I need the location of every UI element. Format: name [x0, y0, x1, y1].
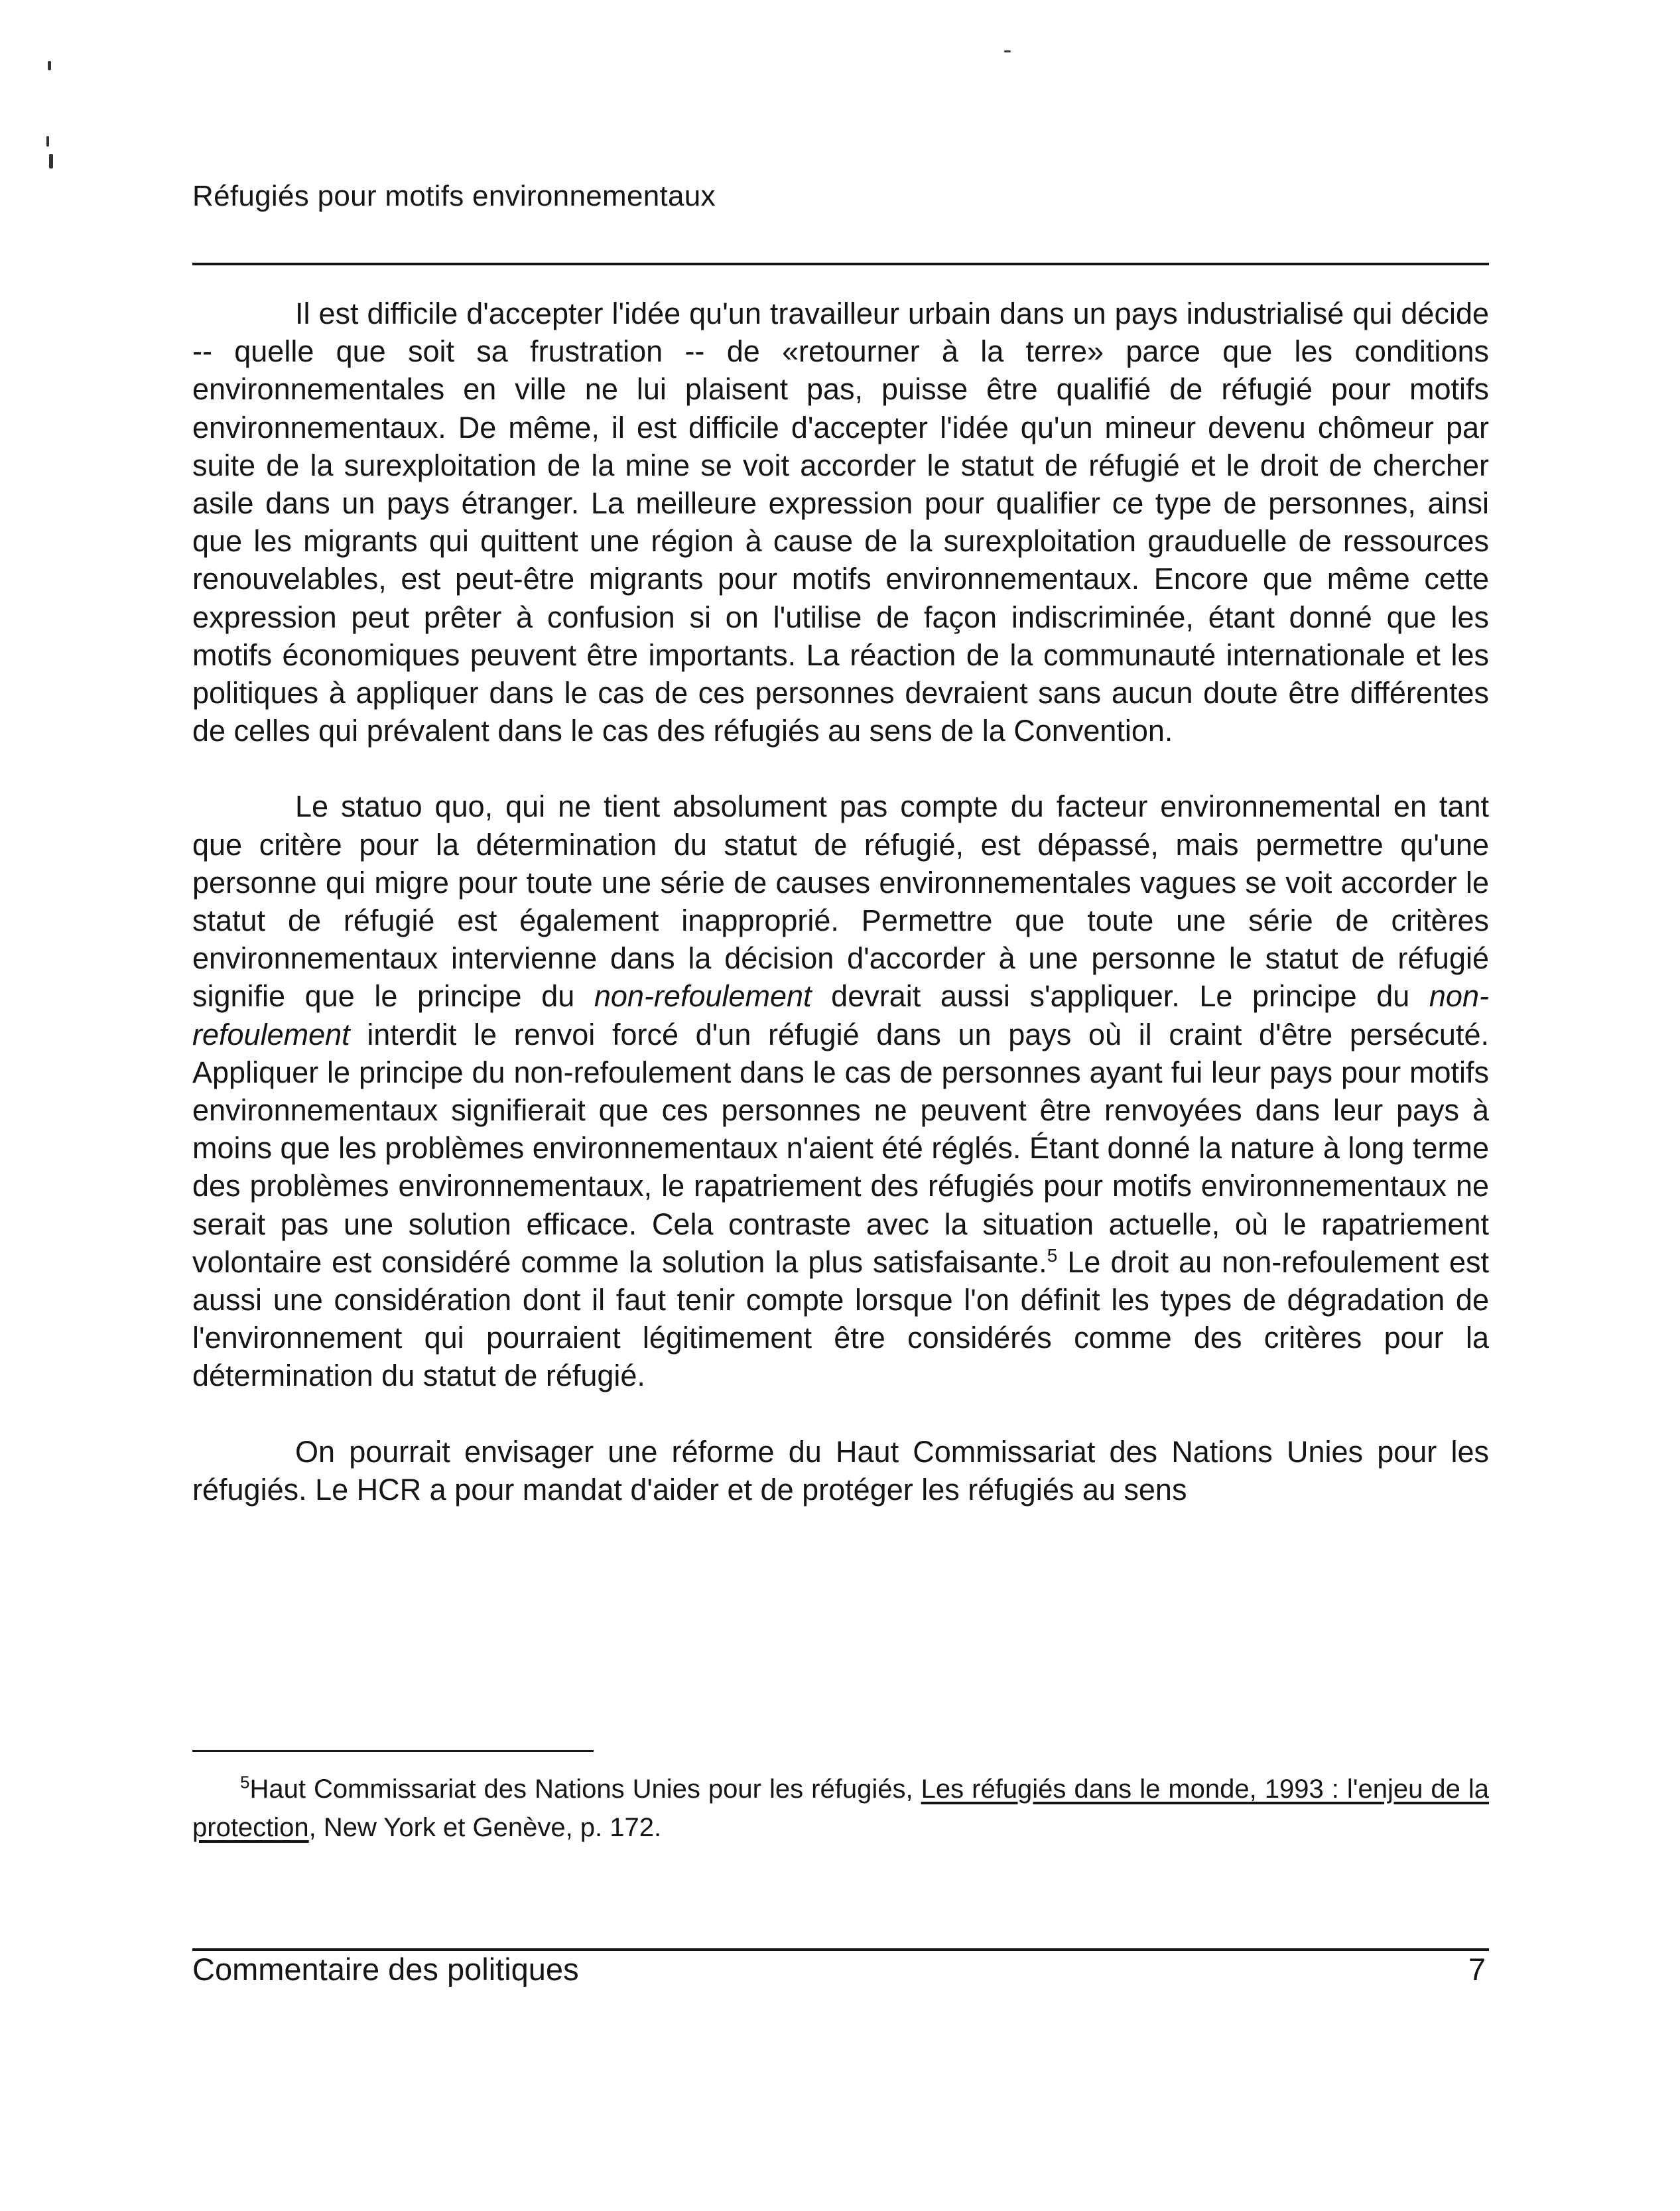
footer-title: Commentaire des politiques	[192, 1952, 579, 1987]
footnote-number: 5	[240, 1772, 250, 1792]
scan-speck	[46, 136, 49, 147]
header-rule	[192, 263, 1489, 265]
paragraph-3: On pourrait envisager une réforme du Haut Commissariat des Nations Unies pour les réfugiés. Le HCR a pour mandat d'aider et de protéger les réfugiés au sens	[192, 1434, 1489, 1507]
footnote-reference: 5	[1047, 1244, 1058, 1266]
page-number: 7	[1468, 1952, 1486, 1987]
paragraph-2-text-1: Le statuo quo, qui ne tient absolument pas compte du facteur environnemental en tant que critère pour la détermination du statut de réfugié, est dépassé, mais permettre qu'une personne qui migre pour toute une série de causes environnementales vagues se voit accorder le statut de réfugié est également inapproprié. Permettre que toute une série de critères environnementaux intervienne dans la décision d'accorder à une personne le statut de réfugié signifie que le principe du	[192, 789, 1489, 1014]
footnote	[192, 1770, 1489, 1847]
italic-term: non-refoulement	[594, 979, 812, 1014]
footnote-text-after: , New York et Genève, p. 172.	[308, 1813, 662, 1842]
scan-speck	[48, 61, 51, 70]
paragraph-1: Il est difficile d'accepter l'idée qu'un travailleur urbain dans un pays industrialisé qui décide -- quelle que soit sa frustration -- de «retourner à la terre» parce que les conditions environnementales en ville ne lui plaisent pas, puisse être qualifié de réfugié pour motifs environnementaux. De même, il est difficile d'accepter l'idée qu'un mineur devenu chômeur par suite de la surexploitation de la mine se voit accorder le statut de réfugié et le droit de chercher asile dans un pays étranger. La meilleure expression pour qualifier ce type de personnes, ainsi que les migrants qui quittent une région à cause de la surexploitation grauduelle de ressources renouvelables, est peut-être migrants pour motifs environnementaux. Encore que même cette expression peut prêter à confusion si on l'utilise de façon indiscriminée, étant donné que les motifs économiques peuvent être importants. La réaction de la communauté internationale et les politiques à appliquer dans le cas de ces personnes devraient sans aucun doute être différentes de celles qui prévalent dans le cas des réfugiés au sens de la Convention.	[192, 297, 1489, 748]
footnote-rule	[192, 1750, 594, 1752]
paragraph-2-text-3: interdit le renvoi forcé d'un réfugié dans un pays où il craint d'être persécuté. Appliquer le principe du non-refoulement dans le cas de personnes ayant fui leur pays pour motifs environnementaux signifierait que ces personnes ne peuvent être renvoyées dans leur pays à moins que les problèmes environnementaux n'aient été réglés. Étant donné la nature à long terme des problèmes environnementaux, le rapatriement des réfugiés pour motifs environnementaux ne serait pas une solution efficace. Cela contraste avec la situation actuelle, où le rapatriement volontaire est considéré comme la solution la plus satisfaisante.	[192, 1017, 1489, 1279]
running-head-title: Réfugiés pour motifs environnementaux	[192, 180, 716, 212]
scan-speck	[1004, 50, 1011, 52]
paragraph-2	[192, 787, 1489, 1394]
italic-term: non-refoulement	[192, 979, 1489, 1051]
paragraph-2-text-4: Le droit au non-refoulement est aussi une considération dont il faut tenir compte lorsque l'on définit les types de dégradation de l'environnement qui pourraient légitimement être considérés comme des critères pour la détermination du statut de réfugié.	[192, 1244, 1489, 1393]
footnote-cited-title: Les réfugiés dans le monde, 1993 : l'enjeu de la protection	[192, 1775, 1489, 1842]
scan-speck	[49, 154, 53, 168]
footnote-text-before: Haut Commissariat des Nations Unies pour les réfugiés,	[249, 1775, 913, 1804]
paragraph-2-text-2: devrait aussi s'appliquer. Le principe du	[831, 979, 1410, 1014]
body-text	[192, 295, 1489, 1508]
